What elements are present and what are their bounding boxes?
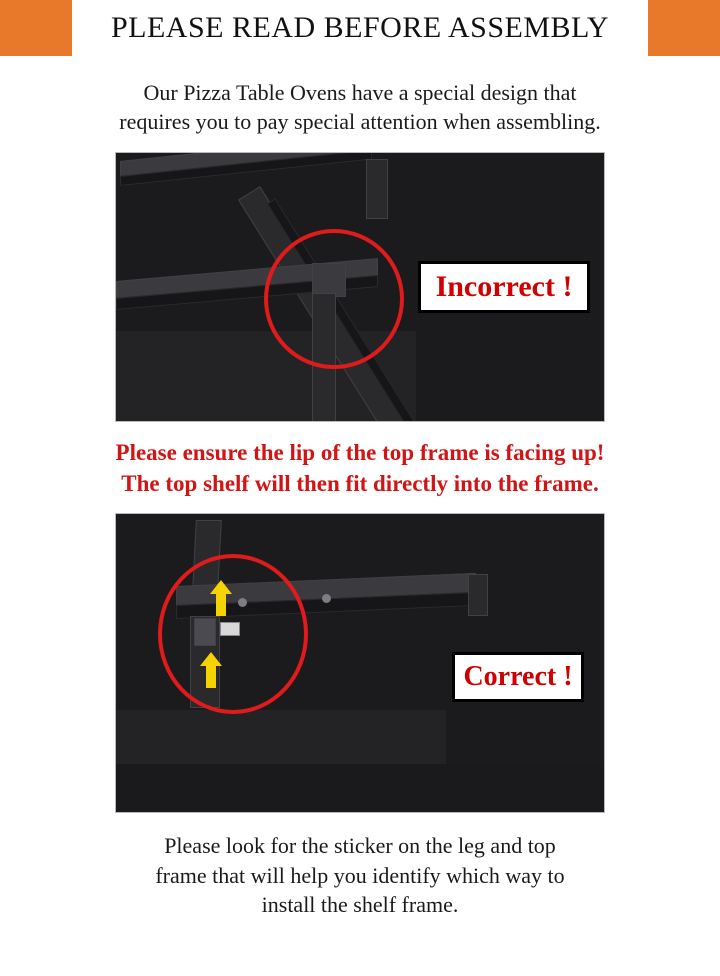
warning-note [15,438,705,499]
page-title: PLEASE READ BEFORE ASSEMBLY [110,11,610,44]
footer-line-2: frame that will help you identify which way to [155,862,565,888]
red-circle-annotation [264,229,404,369]
header-band [0,0,720,56]
intro-line-2: requires you to pay special attention when assembling. [119,109,601,135]
rail-end-cap [468,574,488,616]
red-circle-annotation [158,554,308,714]
intro-paragraph [30,78,690,136]
intro-line-1: Our Pizza Table Ovens have a special design that [143,80,577,105]
corner-leg-upper [366,159,388,219]
figure-incorrect-assembly [115,152,605,422]
warning-note-line-2: The top shelf will then fit directly into the frame. [121,470,599,496]
figure-correct-assembly [115,513,605,813]
floor-surface [116,764,605,813]
footer-paragraph [30,831,690,919]
footer-line-1: Please look for the sticker on the leg and top [164,833,556,859]
correct-callout-label: Correct ! [452,652,584,702]
incorrect-callout-label: Incorrect ! [418,261,590,313]
warning-note-line-1: Please ensure the lip of the top frame is facing up! [115,440,605,466]
header-title-plate [72,0,648,56]
footer-line-3: install the shelf frame. [261,892,459,918]
